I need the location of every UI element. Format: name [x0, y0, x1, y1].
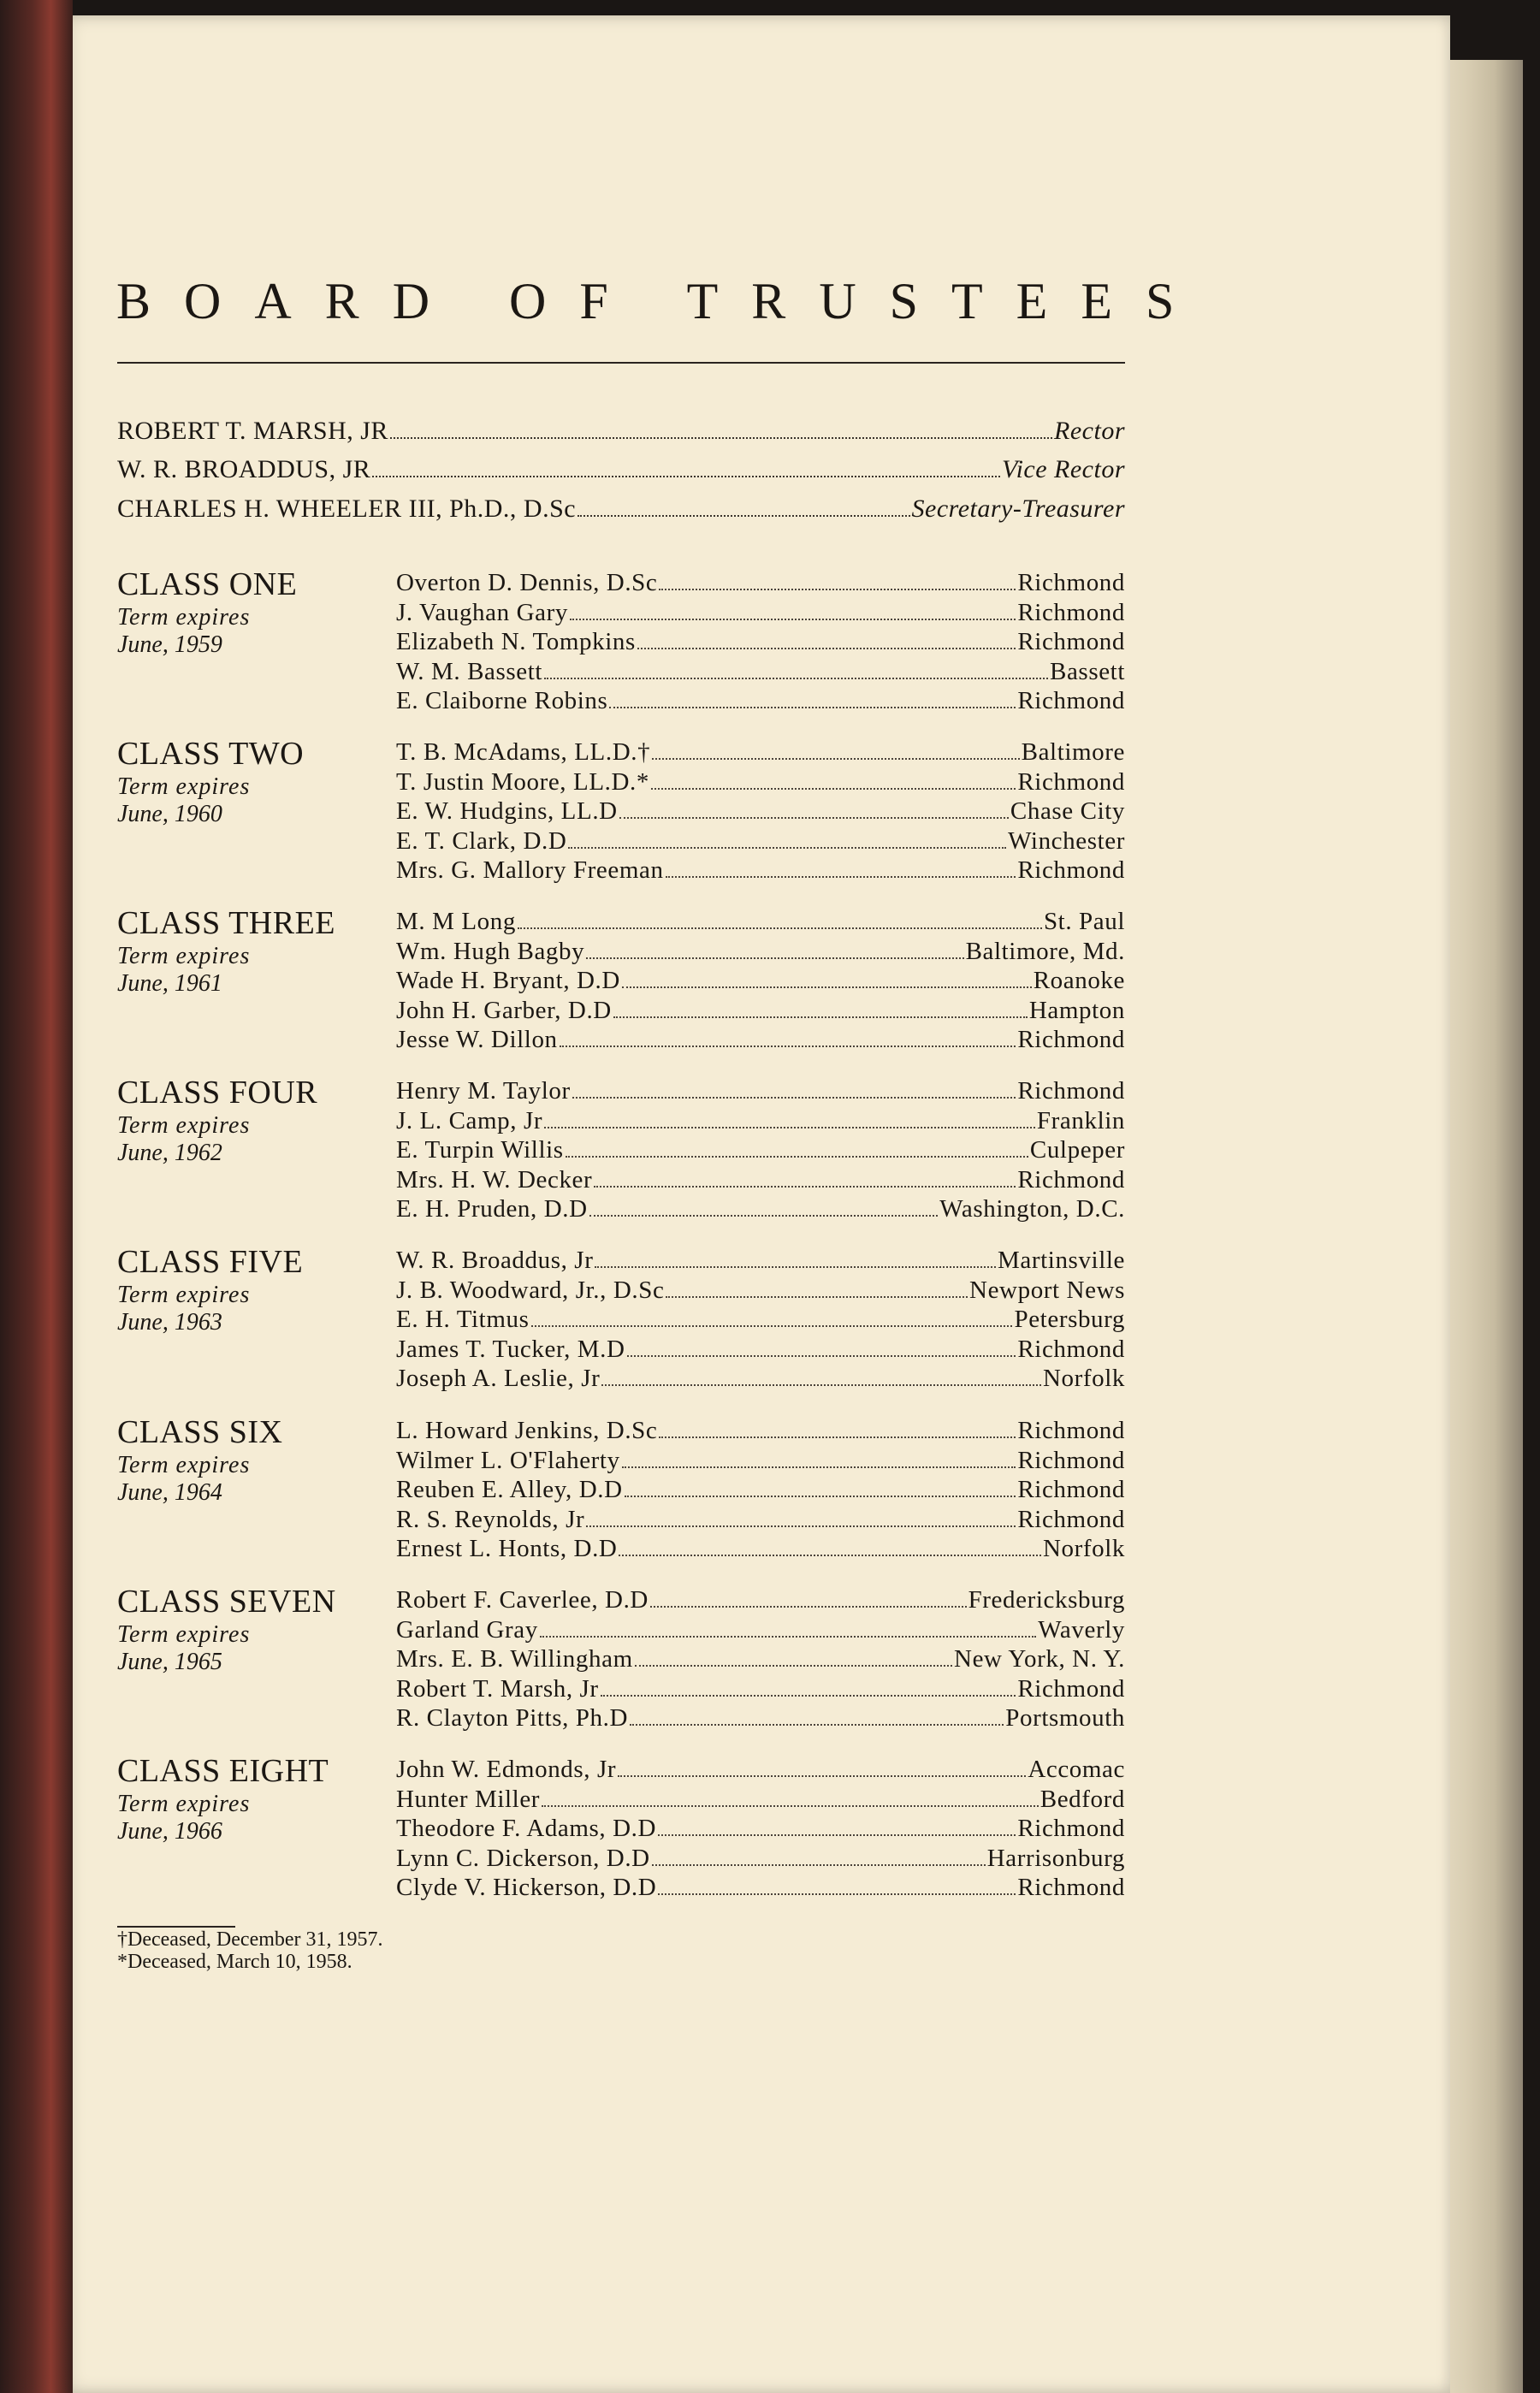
officer-rector [117, 417, 1125, 451]
member-name: John H. Garber, D.D [396, 996, 612, 1024]
member-name: M. M Long [396, 908, 516, 935]
dot-leader [651, 788, 1016, 790]
member-city: New York, N. Y. [954, 1645, 1125, 1673]
member-row [396, 1703, 1125, 1733]
dot-leader [635, 1665, 952, 1667]
member-name: Wade H. Bryant, D.D [396, 967, 620, 995]
dot-leader [570, 619, 1016, 620]
member-list [396, 1076, 1125, 1224]
member-list [396, 737, 1125, 886]
class-block [117, 1242, 1127, 1418]
dot-leader [619, 817, 1009, 819]
member-name: Hunter Miller [396, 1785, 541, 1813]
member-row [396, 1785, 1125, 1815]
class-label [117, 1073, 391, 1167]
member-city: Franklin [1036, 1106, 1125, 1134]
member-city: Richmond [1017, 1417, 1125, 1444]
member-city: Martinsville [998, 1247, 1125, 1274]
member-name: Mrs. E. B. Willingham [396, 1645, 633, 1673]
member-row [396, 1674, 1125, 1704]
footnotes [117, 1928, 383, 1973]
member-row [396, 1076, 1125, 1106]
member-name: J. Vaughan Gary [396, 598, 568, 626]
term-label: Term expires [117, 1112, 251, 1139]
member-city: Norfolk [1042, 1365, 1125, 1393]
member-name: R. S. Reynolds, Jr [396, 1505, 585, 1533]
member-name: Wm. Hugh Bagby [396, 937, 585, 965]
member-city: Richmond [1017, 1335, 1125, 1363]
member-city: Chase City [1010, 797, 1125, 826]
member-city: Richmond [1017, 1165, 1125, 1194]
officer-role: Vice Rector [1001, 455, 1125, 483]
class-block [117, 1413, 1127, 1588]
member-city: Harrisonburg [986, 1844, 1125, 1872]
member-city: Norfolk [1042, 1535, 1125, 1563]
term-date: June, 1966 [117, 1818, 222, 1845]
officer-secretary-treasurer [117, 495, 1125, 529]
member-row [396, 856, 1125, 886]
member-name: J. L. Camp, Jr [396, 1106, 543, 1134]
member-list [396, 1755, 1125, 1903]
dot-leader [372, 476, 1000, 477]
class-name: CLASS FOUR [117, 1075, 318, 1111]
member-city: Richmond [1017, 1446, 1125, 1474]
dot-leader [613, 1016, 1028, 1018]
member-row [396, 1246, 1125, 1276]
class-name: CLASS SIX [117, 1414, 283, 1450]
dot-leader [531, 1325, 1013, 1327]
dot-leader [622, 986, 1032, 988]
dot-leader [595, 1266, 996, 1268]
member-name: E. H. Pruden, D.D [396, 1195, 588, 1223]
member-name: T. B. McAdams, LL.D.† [396, 738, 651, 766]
officer-role: Secretary-Treasurer [911, 495, 1125, 523]
dot-leader [650, 1606, 967, 1608]
member-city: Richmond [1017, 1077, 1125, 1105]
member-name: E. W. Hudgins, LL.D [396, 797, 618, 826]
member-city: Richmond [1017, 598, 1125, 626]
dot-leader [544, 678, 1048, 679]
dot-leader [619, 1555, 1041, 1556]
dot-leader [586, 1525, 1016, 1527]
member-name: T. Justin Moore, LL.D.* [396, 767, 649, 796]
member-row [396, 1873, 1125, 1903]
dot-leader [618, 1775, 1026, 1777]
member-name: W. R. Broaddus, Jr [396, 1247, 594, 1274]
member-row [396, 1814, 1125, 1844]
officer-name: ROBERT T. MARSH, JR [117, 417, 388, 445]
member-row [396, 1585, 1125, 1615]
officer-vice-rector [117, 455, 1125, 489]
member-name: Wilmer L. O'Flaherty [396, 1446, 620, 1474]
member-name: Mrs. H. W. Decker [396, 1165, 593, 1194]
class-label [117, 1242, 391, 1336]
dot-leader [601, 1695, 1016, 1697]
member-row [396, 767, 1125, 797]
member-row [396, 1194, 1125, 1224]
member-row [396, 737, 1125, 767]
member-city: Richmond [1017, 1815, 1125, 1843]
member-name: E. Turpin Willis [396, 1136, 564, 1164]
dot-leader [390, 437, 1052, 439]
term-label: Term expires [117, 604, 251, 631]
term-date: June, 1963 [117, 1309, 222, 1336]
member-row [396, 686, 1125, 716]
member-name: Henry M. Taylor [396, 1077, 571, 1105]
term-label: Term expires [117, 1452, 251, 1478]
footnote-asterisk: *Deceased, March 10, 1958. [117, 1951, 352, 1973]
member-name: R. Clayton Pitts, Ph.D [396, 1704, 629, 1733]
dot-leader [594, 1186, 1016, 1188]
member-row [396, 826, 1125, 856]
member-name: Elizabeth N. Tompkins [396, 628, 636, 656]
member-row [396, 598, 1125, 628]
member-row [396, 996, 1125, 1026]
member-row [396, 1446, 1125, 1476]
dot-leader [540, 1636, 1036, 1638]
member-row [396, 907, 1125, 937]
officer-name: W. R. BROADDUS, JR [117, 455, 371, 483]
member-city: Richmond [1017, 767, 1125, 796]
member-row [396, 1475, 1125, 1505]
class-block [117, 1582, 1127, 1757]
member-name: Garland Gray [396, 1615, 538, 1644]
member-row [396, 1165, 1125, 1195]
term-label: Term expires [117, 943, 251, 969]
dot-leader [658, 1834, 1016, 1836]
member-name: Mrs. G. Mallory Freeman [396, 856, 664, 885]
member-row [396, 657, 1125, 687]
member-list [396, 907, 1125, 1055]
dot-leader [659, 589, 1016, 590]
member-city: Richmond [1017, 1505, 1125, 1533]
dot-leader [630, 1724, 1004, 1726]
member-row [396, 1844, 1125, 1874]
member-list [396, 1585, 1125, 1733]
term-date: June, 1959 [117, 631, 222, 658]
member-city: Fredericksburg [968, 1586, 1125, 1614]
member-name: Reuben E. Alley, D.D [396, 1476, 623, 1504]
member-row [396, 1755, 1125, 1785]
member-name: Overton D. Dennis, D.Sc [396, 569, 658, 596]
member-name: Jesse W. Dillon [396, 1026, 558, 1054]
member-name: W. M. Bassett [396, 657, 543, 685]
member-name: L. Howard Jenkins, D.Sc [396, 1417, 658, 1444]
member-name: E. T. Clark, D.D [396, 826, 567, 855]
member-name: J. B. Woodward, Jr., D.Sc [396, 1276, 665, 1304]
term-date: June, 1960 [117, 801, 222, 827]
member-city: Newport News [969, 1276, 1125, 1304]
dot-leader [627, 1355, 1016, 1357]
member-row [396, 1025, 1125, 1055]
member-city: Richmond [1017, 1026, 1125, 1054]
dot-leader [578, 515, 909, 517]
member-city: Bassett [1050, 657, 1125, 685]
footnote-rule [117, 1926, 235, 1928]
member-row [396, 627, 1125, 657]
class-name: CLASS EIGHT [117, 1753, 329, 1789]
term-date: June, 1964 [117, 1479, 222, 1506]
dot-leader [609, 707, 1016, 708]
member-name: Robert T. Marsh, Jr [396, 1674, 599, 1703]
member-row [396, 1364, 1125, 1394]
dot-leader [601, 1384, 1041, 1386]
member-city: Richmond [1017, 569, 1125, 596]
term-label: Term expires [117, 1621, 251, 1648]
member-city: Baltimore [1021, 738, 1125, 766]
class-label [117, 734, 391, 828]
term-label: Term expires [117, 1282, 251, 1308]
term-label: Term expires [117, 773, 251, 800]
member-city: St. Paul [1043, 908, 1125, 935]
member-city: Richmond [1017, 687, 1125, 715]
member-row [396, 966, 1125, 996]
term-date: June, 1962 [117, 1140, 222, 1166]
dot-leader [666, 1296, 968, 1298]
member-city: Accomac [1028, 1756, 1125, 1783]
member-city: Richmond [1017, 1874, 1125, 1902]
member-city: Waverly [1038, 1615, 1125, 1644]
member-list [396, 1246, 1125, 1394]
member-list [396, 568, 1125, 716]
member-city: Culpeper [1029, 1136, 1125, 1164]
class-name: CLASS ONE [117, 566, 298, 602]
member-row [396, 1305, 1125, 1335]
member-row [396, 568, 1125, 598]
member-name: Robert F. Caverlee, D.D [396, 1586, 649, 1614]
dot-leader [658, 1893, 1016, 1895]
dot-leader [589, 1215, 939, 1217]
class-label [117, 1751, 391, 1845]
class-label [117, 1413, 391, 1507]
class-name: CLASS THREE [117, 905, 336, 941]
member-city: Portsmouth [1005, 1704, 1125, 1733]
dot-leader [518, 927, 1042, 929]
member-row [396, 937, 1125, 967]
member-city: Richmond [1017, 1674, 1125, 1703]
page-title: BOARD OF TRUSTEES [116, 273, 1208, 329]
member-name: E. H. Titmus [396, 1306, 530, 1334]
term-label: Term expires [117, 1791, 251, 1817]
member-row [396, 1644, 1125, 1674]
member-name: Theodore F. Adams, D.D [396, 1815, 657, 1843]
class-label [117, 903, 391, 998]
member-city: Roanoke [1033, 967, 1125, 995]
officer-name: CHARLES H. WHEELER III, Ph.D., D.Sc [117, 495, 577, 523]
title-rule [117, 362, 1125, 364]
member-city: Richmond [1017, 856, 1125, 885]
member-name: James T. Tucker, M.D [396, 1335, 625, 1363]
member-city: Washington, D.C. [939, 1195, 1125, 1223]
class-name: CLASS FIVE [117, 1244, 304, 1280]
member-row [396, 1505, 1125, 1535]
member-name: Lynn C. Dickerson, D.D [396, 1844, 650, 1872]
member-row [396, 1135, 1125, 1165]
class-block [117, 1073, 1127, 1248]
dot-leader [586, 957, 963, 959]
dot-leader [572, 1097, 1016, 1099]
dot-leader [568, 847, 1006, 849]
member-row [396, 1416, 1125, 1446]
member-row [396, 1335, 1125, 1365]
member-city: Bedford [1040, 1785, 1125, 1813]
footnote-dagger: †Deceased, December 31, 1957. [117, 1928, 383, 1951]
member-row [396, 1106, 1125, 1136]
dot-leader [542, 1805, 1039, 1807]
member-city: Winchester [1008, 826, 1125, 855]
member-city: Richmond [1017, 1476, 1125, 1504]
member-name: John W. Edmonds, Jr [396, 1756, 617, 1783]
member-name: Clyde V. Hickerson, D.D [396, 1874, 657, 1902]
class-name: CLASS SEVEN [117, 1584, 336, 1620]
dot-leader [666, 876, 1016, 878]
term-date: June, 1961 [117, 970, 222, 997]
dot-leader [659, 1436, 1016, 1438]
member-name: E. Claiborne Robins [396, 687, 608, 715]
term-date: June, 1965 [117, 1649, 222, 1675]
member-city: Baltimore, Md. [965, 937, 1125, 965]
class-name: CLASS TWO [117, 736, 305, 772]
dot-leader [652, 1864, 986, 1866]
officer-role: Rector [1054, 417, 1125, 445]
class-block [117, 734, 1127, 909]
dot-leader [544, 1127, 1035, 1128]
member-city: Petersburg [1014, 1306, 1125, 1334]
class-label [117, 565, 391, 659]
dot-leader [566, 1156, 1028, 1158]
class-label [117, 1582, 391, 1676]
member-row [396, 797, 1125, 826]
member-row [396, 1276, 1125, 1306]
class-block [117, 1751, 1127, 1927]
member-row [396, 1615, 1125, 1645]
member-name: Ernest L. Honts, D.D [396, 1535, 618, 1563]
member-name: Joseph A. Leslie, Jr [396, 1365, 601, 1393]
dot-leader [560, 1045, 1016, 1047]
class-block [117, 565, 1127, 740]
member-city: Richmond [1017, 628, 1125, 656]
dot-leader [622, 1466, 1016, 1468]
member-list [396, 1416, 1125, 1564]
dot-leader [652, 758, 1019, 760]
class-block [117, 903, 1127, 1079]
dot-leader [637, 648, 1016, 649]
dot-leader [625, 1496, 1016, 1497]
member-city: Hampton [1028, 996, 1125, 1024]
member-row [396, 1534, 1125, 1564]
